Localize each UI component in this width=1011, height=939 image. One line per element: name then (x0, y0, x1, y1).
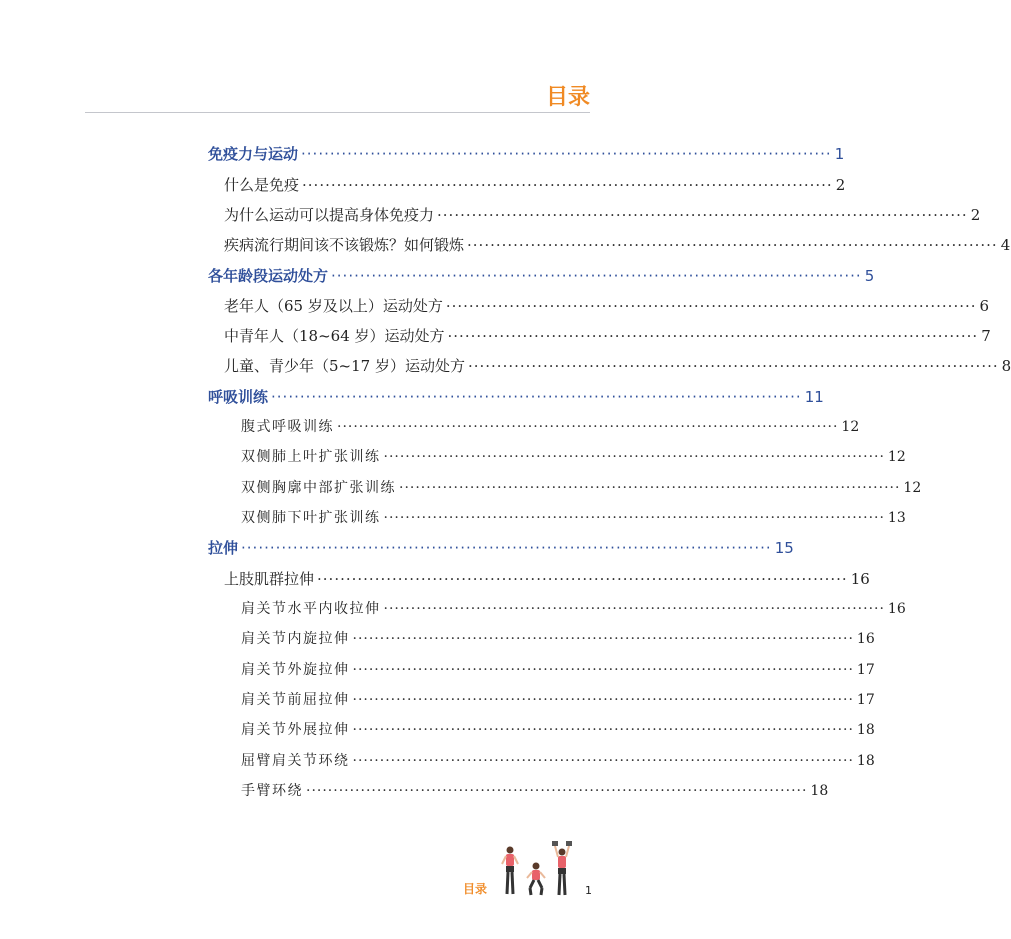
toc-entry-page: 16 (850, 570, 870, 588)
toc-entry[interactable] (224, 355, 1011, 381)
toc-entry[interactable] (241, 477, 922, 503)
toc-entry[interactable] (241, 416, 860, 442)
toc-entry[interactable] (241, 780, 829, 806)
toc-entry-label: 手臂环绕 (241, 783, 303, 799)
toc-entry-page: 2 (970, 206, 981, 224)
leader-dots: ···························································································· (467, 357, 999, 375)
toc-entry[interactable] (208, 143, 845, 169)
toc-entry-page: 12 (841, 419, 860, 435)
leader-dots: ···························································································· (331, 267, 862, 285)
toc-entry[interactable] (208, 537, 794, 563)
toc-entry-page: 16 (887, 601, 906, 617)
toc-entry-label: 中青年人（18~64 岁）运动处方 (224, 327, 445, 345)
toc-entry-page: 8 (1001, 357, 1011, 375)
toc-entry-page: 18 (856, 722, 875, 738)
toc-entry[interactable] (224, 568, 870, 594)
toc-entry-label: 腹式呼吸训练 (241, 419, 334, 435)
toc-entry[interactable] (224, 295, 990, 321)
leader-dots: ···························································································· (301, 145, 832, 163)
toc-entry[interactable] (241, 719, 875, 745)
toc-entry-page: 12 (887, 449, 906, 465)
toc-entry-page: 18 (810, 783, 829, 799)
toc-entry[interactable] (224, 234, 1011, 260)
toc-entry-label: 拉伸 (208, 539, 239, 557)
toc-entry[interactable] (208, 386, 824, 412)
exercise-figures-illustration (498, 838, 576, 900)
leader-dots: ···························································································· (302, 176, 833, 194)
toc-entry-label: 肩关节外展拉伸 (241, 722, 350, 738)
leader-dots: ···························································································· (383, 449, 885, 465)
toc-entry-page: 12 (903, 480, 922, 496)
toc-entry-label: 老年人（65 岁及以上）运动处方 (224, 297, 443, 315)
toc-entry-label: 各年龄段运动处方 (208, 267, 329, 285)
leader-dots: ···························································································· (271, 388, 802, 406)
toc-entry[interactable] (241, 628, 875, 654)
toc-entry-label: 免疫力与运动 (208, 145, 299, 163)
toc-entry-page: 11 (804, 388, 824, 406)
toc-entry-label: 双侧胸廓中部扩张训练 (241, 480, 396, 496)
leader-dots: ···························································································· (352, 753, 854, 769)
toc-entry-label: 呼吸训练 (208, 388, 269, 406)
exercising-people-icon (498, 838, 576, 900)
toc-entry-label: 为什么运动可以提高身体免疫力 (224, 206, 435, 224)
toc-entry[interactable] (224, 204, 981, 230)
toc-entry-label: 疾病流行期间该不该锻炼？如何锻炼 (224, 236, 465, 254)
toc-entry-label: 双侧肺上叶扩张训练 (241, 449, 381, 465)
toc-entry-label: 什么是免疫 (224, 176, 300, 194)
footer-section-label: 目录 (463, 882, 488, 896)
page-number: 1 (585, 884, 592, 897)
leader-dots: ···························································································· (447, 327, 979, 345)
toc-entry-page: 17 (856, 692, 875, 708)
toc-entry-label: 肩关节前屈拉伸 (241, 692, 350, 708)
page-title: 目录 (545, 85, 590, 110)
leader-dots: ···························································································· (352, 692, 854, 708)
leader-dots: ···························································································· (445, 297, 977, 315)
toc-entry[interactable] (241, 507, 906, 533)
toc-entry-page: 18 (856, 753, 875, 769)
toc-entry[interactable] (208, 265, 875, 291)
toc-entry-page: 6 (979, 297, 990, 315)
toc-entry-label: 肩关节内旋拉伸 (241, 631, 350, 647)
toc-entry[interactable] (241, 598, 906, 624)
toc-entry[interactable] (241, 689, 875, 715)
toc-entry[interactable] (241, 659, 875, 685)
toc-entry-page: 16 (856, 631, 875, 647)
header-divider (85, 112, 590, 113)
leader-dots: ···························································································· (399, 480, 901, 496)
leader-dots: ···························································································· (306, 783, 808, 799)
toc-entry[interactable] (241, 750, 875, 776)
toc-entry-page: 15 (774, 539, 794, 557)
toc-entry-page: 13 (887, 510, 906, 526)
leader-dots: ···························································································· (241, 539, 772, 557)
leader-dots: ···························································································· (383, 601, 885, 617)
leader-dots: ···························································································· (352, 722, 854, 738)
leader-dots: ···························································································· (352, 631, 854, 647)
toc-entry-label: 双侧肺下叶扩张训练 (241, 510, 381, 526)
toc-entry-label: 肩关节外旋拉伸 (241, 662, 350, 678)
toc-entry-page: 7 (981, 327, 991, 345)
toc-entry-label: 肩关节水平内收拉伸 (241, 601, 381, 617)
leader-dots: ···························································································· (352, 662, 854, 678)
toc-entry-page: 5 (864, 267, 875, 285)
toc-entry[interactable] (224, 325, 991, 351)
leader-dots: ···························································································· (437, 206, 968, 224)
toc-entry[interactable] (241, 446, 906, 472)
toc-entry-label: 儿童、青少年（5~17 岁）运动处方 (224, 357, 465, 375)
toc-entry-label: 屈臂肩关节环绕 (241, 753, 350, 769)
leader-dots: ···························································································· (317, 570, 848, 588)
toc-entry[interactable] (224, 174, 846, 200)
toc-entry-label: 上肢肌群拉伸 (224, 570, 315, 588)
toc-entry-page: 1 (834, 145, 845, 163)
toc-entry-page: 17 (856, 662, 875, 678)
toc-entry-page: 4 (1000, 236, 1011, 254)
toc-entry-page: 2 (835, 176, 846, 194)
leader-dots: ···························································································· (383, 510, 885, 526)
leader-dots: ···························································································· (467, 236, 998, 254)
leader-dots: ···························································································· (337, 419, 839, 435)
